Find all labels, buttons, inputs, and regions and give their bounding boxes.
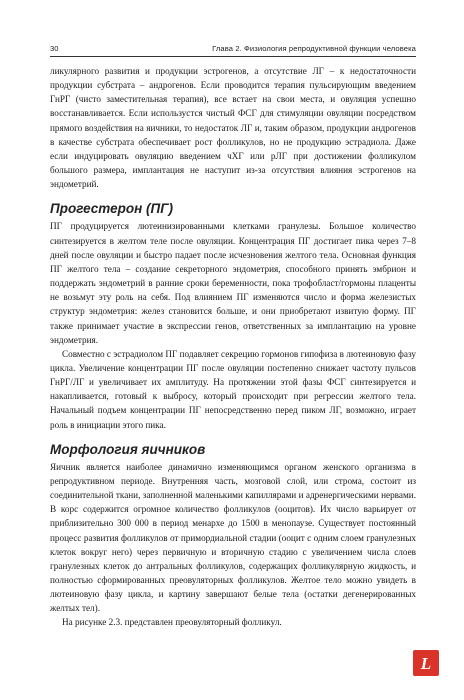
- page-body: [50, 64, 416, 630]
- body-paragraph: Яичник является наиболее динамично изменяющимся органом женского организма в репродуктивном периоде. Внутренняя часть, мозговой слой, или строма, состоит из соединительной ткани, заполненной маленькими капиллярами и адренергическими нервами. В корс содержится огромное количество фолликулов (ооцитов). Их число варьирует от приблизительно 300 000 в период менархе до 1500 в менопаузе. Существует постоянный процесс развития фолликулов от примордиальной стадии (ооцит с одним слоем гранулезных клеток вокруг него) через первичную и вторичную стадию с увеличением числа слоев гранулезных клеток до антральных фолликулов, содержащих фолликулярную жидкость, и полностью сформированных преовуляторных фолликулов. Желтое тело можно увидеть в лютеиновую фазу цикла, и картину завершают белые тела (остатки дегенерированных желтых тел).: [50, 461, 416, 614]
- running-header: [50, 42, 416, 56]
- body-paragraph: На рисунке 2.3. представлен преовуляторный фолликул.: [62, 617, 282, 628]
- header-rule: [50, 56, 416, 57]
- logo-letter: L: [420, 653, 432, 673]
- chapter-title: Глава 2. Физиология репродуктивной функции человека: [212, 44, 416, 53]
- publisher-logo-badge: [413, 650, 439, 676]
- body-paragraph: ликулярного развития и продукции эстрогенов, а отсутствие ЛГ – к недостаточности продукции субстрата – андрогенов. Если проводится терапия пульсирующим введением ГнРГ (чисто заместительная терапия), все встает на свои места, и овуляция успешно восстанавливается. Если использустся чистый ФСГ для стимуляции овуляции посредством прямого воздействия на яичники, то недостаток ЛГ и, таким образом, продукции андрогенов в качестве субстрата обеспечивает рост фолликулов, но не продукцию эстрадиола. Даже если индуцировать овуляцию введением чХГ или рЛГ при достижении фолликулом большого размера, имплантация не наступит из-за отсутствия влияния эстрогенов на эндометрий.: [50, 66, 416, 190]
- section-heading-ovary-morphology: Морфология яичников: [50, 441, 206, 457]
- body-paragraph: Совместно с эстрадиолом ПГ подавляет секрецию гормонов гипофиза в лютеиновую фазу цикла. Увеличение концентрации ПГ после овуляции постепенно снижает частоту пульсов ГнРГ/ЛГ и увеличивает их амплитуду. На протяжении этой фазы ФСГ синтезируется и накапливается, готовый к выбросу, который происходит при регрессии желтого тела. Начальный подъем концентрации ПГ непосредственно перед пиком ЛГ, возможно, играет роль в инициации этого пика.: [50, 348, 416, 430]
- section-heading-progesterone: Прогестерон (ПГ): [50, 201, 173, 217]
- body-paragraph: ПГ продуцируется лютеинизированными клетками гранулезы. Большое количество синтезируется в желтом теле после овуляции. Концентрация ПГ достигает пика через 7–8 дней после овуляции и быстро падает после исчезновения желтого тела. Основная функция ПГ желтого тела – создание секреторного эндометрия, способного принять эмбрион и поддержать эндометрий в ранние сроки беременности, пока трофобласт/гормоны плаценты не возьмут эту роль на себя. Под влиянием ПГ изменяются число и форма железистых структур эндометрия: желез становится больше, и они приобретают извитую форму. ПГ также принимает участие в экспрессии генов, ответственных за имплантацию на уровне эндометрия.: [50, 221, 416, 345]
- page-number: 30: [50, 44, 59, 53]
